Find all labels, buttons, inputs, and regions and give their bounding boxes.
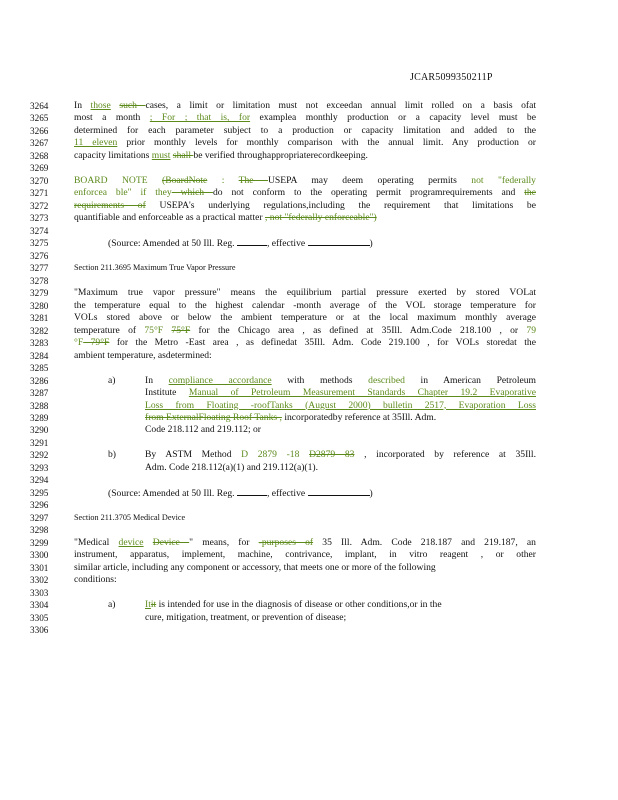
document-id: JCAR5099350211P xyxy=(410,72,493,83)
text-run: for the Metro -East area , as definedat 35Ill. Adm. Code 219.100 , for VOLs storedat the xyxy=(109,337,536,349)
line-number: 3296 xyxy=(30,500,49,511)
document-line xyxy=(0,412,618,424)
text-run: prior monthly levels for monthly comparison with the annual limit. Any production or xyxy=(117,137,536,149)
line-text xyxy=(74,325,536,337)
text-run: is intended for use in the diagnosis of disease or other conditions,or in the xyxy=(156,599,442,611)
text-run: most a month xyxy=(74,112,150,124)
document-line xyxy=(0,300,618,312)
deleted-text: D2879 83 xyxy=(309,449,355,461)
text-run: , effective xyxy=(266,487,308,499)
document-line xyxy=(0,512,618,524)
section-heading: Section 211.3705 Medical Device xyxy=(74,512,186,522)
line-number: 3265 xyxy=(30,113,49,124)
document-line xyxy=(0,162,618,174)
line-number: 3295 xyxy=(30,487,49,498)
inserted-text: D 2879 -18 xyxy=(241,449,300,461)
line-number: 3278 xyxy=(30,275,49,286)
line-text xyxy=(74,200,536,212)
inserted-text: : xyxy=(207,174,239,186)
line-text xyxy=(74,212,536,224)
line-text xyxy=(145,400,536,412)
line-text xyxy=(74,537,536,549)
line-text xyxy=(145,412,536,424)
document-line xyxy=(0,387,618,399)
text-run: conditions: xyxy=(74,574,117,586)
line-text xyxy=(108,237,570,250)
deleted-text: such xyxy=(119,100,146,111)
inserted-text: not "federally xyxy=(471,174,536,186)
line-number: 3294 xyxy=(30,475,49,486)
document-line xyxy=(0,487,618,499)
line-text xyxy=(74,137,536,149)
text-run: for the Chicago area , as defined at 35Ill. Adm.Code 218.100 , or xyxy=(190,324,527,336)
deleted-text: from ExternalFloating Roof Tanks , xyxy=(145,412,282,423)
text-run: Code 218.112 and 219.112; or xyxy=(145,424,262,436)
line-text xyxy=(74,300,536,312)
document-line xyxy=(0,462,618,474)
deleted-text: -purposes of xyxy=(258,536,314,548)
text-run: VOLs stored above or below the ambient temperature or at the local maximum monthly average xyxy=(74,312,536,324)
text-run: instrument, apparatus, implement, machine, contrivance, implant, in vitro reagent , or other xyxy=(74,549,536,561)
line-number: 3273 xyxy=(30,213,49,224)
document-line xyxy=(0,225,618,237)
text-run xyxy=(144,537,153,548)
line-number: 3305 xyxy=(30,612,49,623)
inserted-text: It xyxy=(145,599,151,611)
inserted-text: BOARD NOTE xyxy=(74,174,162,186)
document-line xyxy=(0,499,618,511)
fill-in-blank xyxy=(308,237,370,246)
line-number: 3306 xyxy=(30,625,49,636)
document-line xyxy=(0,275,618,287)
document-line xyxy=(0,624,618,636)
section-heading: Section 211.3695 Maximum True Vapor Pressure xyxy=(74,263,236,273)
line-text xyxy=(74,512,536,524)
inserted-text: Loss from Floating -roofTanks (August 2000) bulletin 2517, Evaporation Loss xyxy=(145,399,536,411)
deleted-text: 75°F xyxy=(171,324,191,336)
line-text xyxy=(74,549,536,561)
document-line xyxy=(0,250,618,262)
document-line xyxy=(0,137,618,149)
document-line xyxy=(0,574,618,586)
line-number: 3290 xyxy=(30,425,49,436)
deleted-text: (BoardNote xyxy=(162,174,208,186)
text-run: "Maximum true vapor pressure" means the equilibrium partial pressure exerted by stored VOLat xyxy=(74,287,536,299)
text-run: In xyxy=(74,100,91,111)
line-number: 3285 xyxy=(30,363,49,374)
text-run: incorporatedby reference at 35Ill. Adm. xyxy=(281,412,437,423)
document-line xyxy=(0,312,618,324)
line-number: 3266 xyxy=(30,125,49,136)
line-number: 3271 xyxy=(30,188,49,199)
line-number: 3264 xyxy=(30,101,49,111)
line-text xyxy=(74,562,536,574)
document-line xyxy=(0,237,618,249)
text-run: cases, a limit or limitation must not exceedan annual limit rolled on a basis ofat xyxy=(145,100,537,111)
line-text xyxy=(74,312,536,324)
deleted-text: shall xyxy=(172,149,194,161)
text-run: "Medical xyxy=(74,536,119,548)
list-item-label: a) xyxy=(108,599,116,611)
line-number: 3274 xyxy=(30,225,49,236)
deleted-text: which xyxy=(171,187,213,199)
line-text xyxy=(145,449,536,461)
line-text xyxy=(74,100,536,112)
text-run: In xyxy=(145,374,169,386)
document-line xyxy=(0,587,618,599)
line-text xyxy=(74,112,536,124)
deleted-text: Device xyxy=(152,536,190,548)
text-run: " means, for xyxy=(189,536,259,548)
text-run: ambient temperature, asdetermined: xyxy=(74,349,212,361)
text-run: with methods xyxy=(271,374,369,386)
document-line xyxy=(0,125,618,137)
line-text xyxy=(74,150,536,162)
text-run: capacity limitations xyxy=(74,149,152,161)
inserted-text: must xyxy=(151,149,171,161)
document-line xyxy=(0,100,618,112)
line-number: 3298 xyxy=(30,525,49,536)
inserted-text: 11 eleven xyxy=(74,137,118,149)
line-number: 3286 xyxy=(30,375,49,386)
text-run: , incorporated by reference at 35Ill. xyxy=(354,449,536,461)
fill-in-blank xyxy=(237,487,267,496)
line-text xyxy=(145,375,536,387)
line-text xyxy=(74,350,536,362)
line-number: 3304 xyxy=(30,600,49,611)
line-text xyxy=(74,175,536,187)
text-run: USEPA may deem operating permits xyxy=(267,174,472,186)
fill-in-blank xyxy=(308,487,370,496)
line-number: 3287 xyxy=(30,388,49,399)
line-number: 3289 xyxy=(30,413,49,423)
document-line xyxy=(0,212,618,224)
line-text xyxy=(74,337,536,349)
document-line xyxy=(0,187,618,199)
text-run: the temperature equal to the highest calendar -month average of the VOL storage temperature for xyxy=(74,299,536,311)
line-number: 3276 xyxy=(30,250,49,261)
text-run: determined for each parameter subject to a production or capacity limitation and added to the xyxy=(74,124,536,136)
document-line xyxy=(0,562,618,574)
text-run: By ASTM Method xyxy=(145,449,242,461)
document-line xyxy=(0,474,618,486)
line-number: 3291 xyxy=(30,437,49,448)
text-run xyxy=(299,449,309,460)
text-run: be verified throughappropriaterecordkeeping. xyxy=(193,149,368,161)
text-run: (Source: Amended at 50 Ill. Reg. xyxy=(108,487,237,499)
document-line xyxy=(0,599,618,611)
inserted-text: 75°F xyxy=(144,324,164,336)
text-run: cure, mitigation, treatment, or prevention of disease; xyxy=(145,611,347,623)
text-run: Institute xyxy=(145,387,189,399)
document-line xyxy=(0,112,618,124)
line-text xyxy=(145,424,536,436)
deleted-text: requirements of xyxy=(74,199,146,211)
list-item-label: b) xyxy=(108,449,116,461)
text-run: 35 Ill. Adm. Code 218.187 and 219.187, an xyxy=(313,536,536,548)
line-number: 3300 xyxy=(30,550,49,561)
deleted-text: it xyxy=(150,599,157,611)
inserted-text: enforcea ble" if they xyxy=(74,187,172,199)
line-number: 3299 xyxy=(30,537,49,548)
line-number: 3269 xyxy=(30,163,49,174)
deleted-text: , not "federally enforceable") xyxy=(264,212,377,224)
text-run: , effective xyxy=(266,238,308,250)
document-line xyxy=(0,350,618,362)
line-number: 3272 xyxy=(30,200,49,211)
line-number: 3288 xyxy=(30,400,49,411)
line-text xyxy=(145,387,536,399)
inserted-text: described xyxy=(368,374,405,386)
text-run: USEPA's underlying regulations,including the requirement that limitations be xyxy=(145,199,536,211)
line-number: 3268 xyxy=(30,150,49,161)
text-run: similar article, including any component or accessory, that meets one or more of the following xyxy=(74,561,436,573)
document-line xyxy=(0,537,618,549)
line-number: 3292 xyxy=(30,450,49,461)
inserted-text: °F xyxy=(74,337,84,349)
line-text xyxy=(145,612,536,624)
text-run: temperature of xyxy=(74,324,145,336)
line-text xyxy=(108,487,570,500)
line-number: 3281 xyxy=(30,313,49,324)
line-number: 3293 xyxy=(30,462,49,473)
document-line xyxy=(0,424,618,436)
deleted-text: The xyxy=(238,174,268,186)
inserted-text: compliance accordance xyxy=(168,374,272,386)
document-line xyxy=(0,362,618,374)
line-number: 3301 xyxy=(30,562,49,573)
text-run: Adm. Code 218.112(a)(1) and 219.112(a)(1). xyxy=(145,461,318,473)
document-line xyxy=(0,200,618,212)
line-text xyxy=(74,187,536,199)
document-line xyxy=(0,375,618,387)
line-number: 3267 xyxy=(30,138,49,149)
line-number: 3282 xyxy=(30,325,49,336)
document-line xyxy=(0,400,618,412)
fill-in-blank xyxy=(237,237,267,246)
inserted-text: device xyxy=(118,536,144,548)
line-text xyxy=(74,574,536,586)
line-text xyxy=(74,125,536,137)
document-line xyxy=(0,524,618,536)
line-number: 3284 xyxy=(30,350,49,361)
deleted-text: 79°F xyxy=(83,337,110,349)
text-run: (Source: Amended at 50 Ill. Reg. xyxy=(108,238,237,250)
document-line xyxy=(0,437,618,449)
inserted-text: 79 xyxy=(526,324,536,336)
document-line xyxy=(0,449,618,461)
line-text xyxy=(74,287,536,299)
document-line xyxy=(0,549,618,561)
text-run: ) xyxy=(369,487,373,499)
line-number: 3303 xyxy=(30,587,49,598)
document-line xyxy=(0,337,618,349)
line-number: 3279 xyxy=(30,288,49,299)
document-line xyxy=(0,287,618,299)
document-line xyxy=(0,325,618,337)
line-number: 3283 xyxy=(30,338,49,349)
line-number: 3277 xyxy=(30,263,49,274)
list-item-label: a) xyxy=(108,374,116,386)
text-run: quantifiable and enforceable as a practical matter xyxy=(74,212,265,224)
line-text xyxy=(74,262,536,274)
deleted-text: the xyxy=(524,187,536,199)
line-text xyxy=(145,599,536,611)
document-line xyxy=(0,612,618,624)
text-run: in American Petroleum xyxy=(404,374,537,386)
document-line xyxy=(0,150,618,162)
line-number: 3297 xyxy=(30,512,49,523)
line-number: 3270 xyxy=(30,175,49,186)
line-number: 3302 xyxy=(30,575,49,586)
text-run: do not conform to the operating permit programrequirements and xyxy=(212,187,525,199)
inserted-text: those xyxy=(90,100,111,111)
inserted-text: ; For ; that is, for xyxy=(149,112,251,124)
inserted-text: Manual of Petroleum Measurement Standards Chapter 19.2 Evaporative xyxy=(188,387,537,399)
line-number: 3280 xyxy=(30,300,49,311)
text-run: examplea monthly production or a capacity level must be xyxy=(250,112,536,124)
text-run: ) xyxy=(369,238,373,250)
document-line xyxy=(0,175,618,187)
line-number: 3275 xyxy=(30,238,49,249)
document-line xyxy=(0,262,618,274)
line-text xyxy=(145,462,536,474)
